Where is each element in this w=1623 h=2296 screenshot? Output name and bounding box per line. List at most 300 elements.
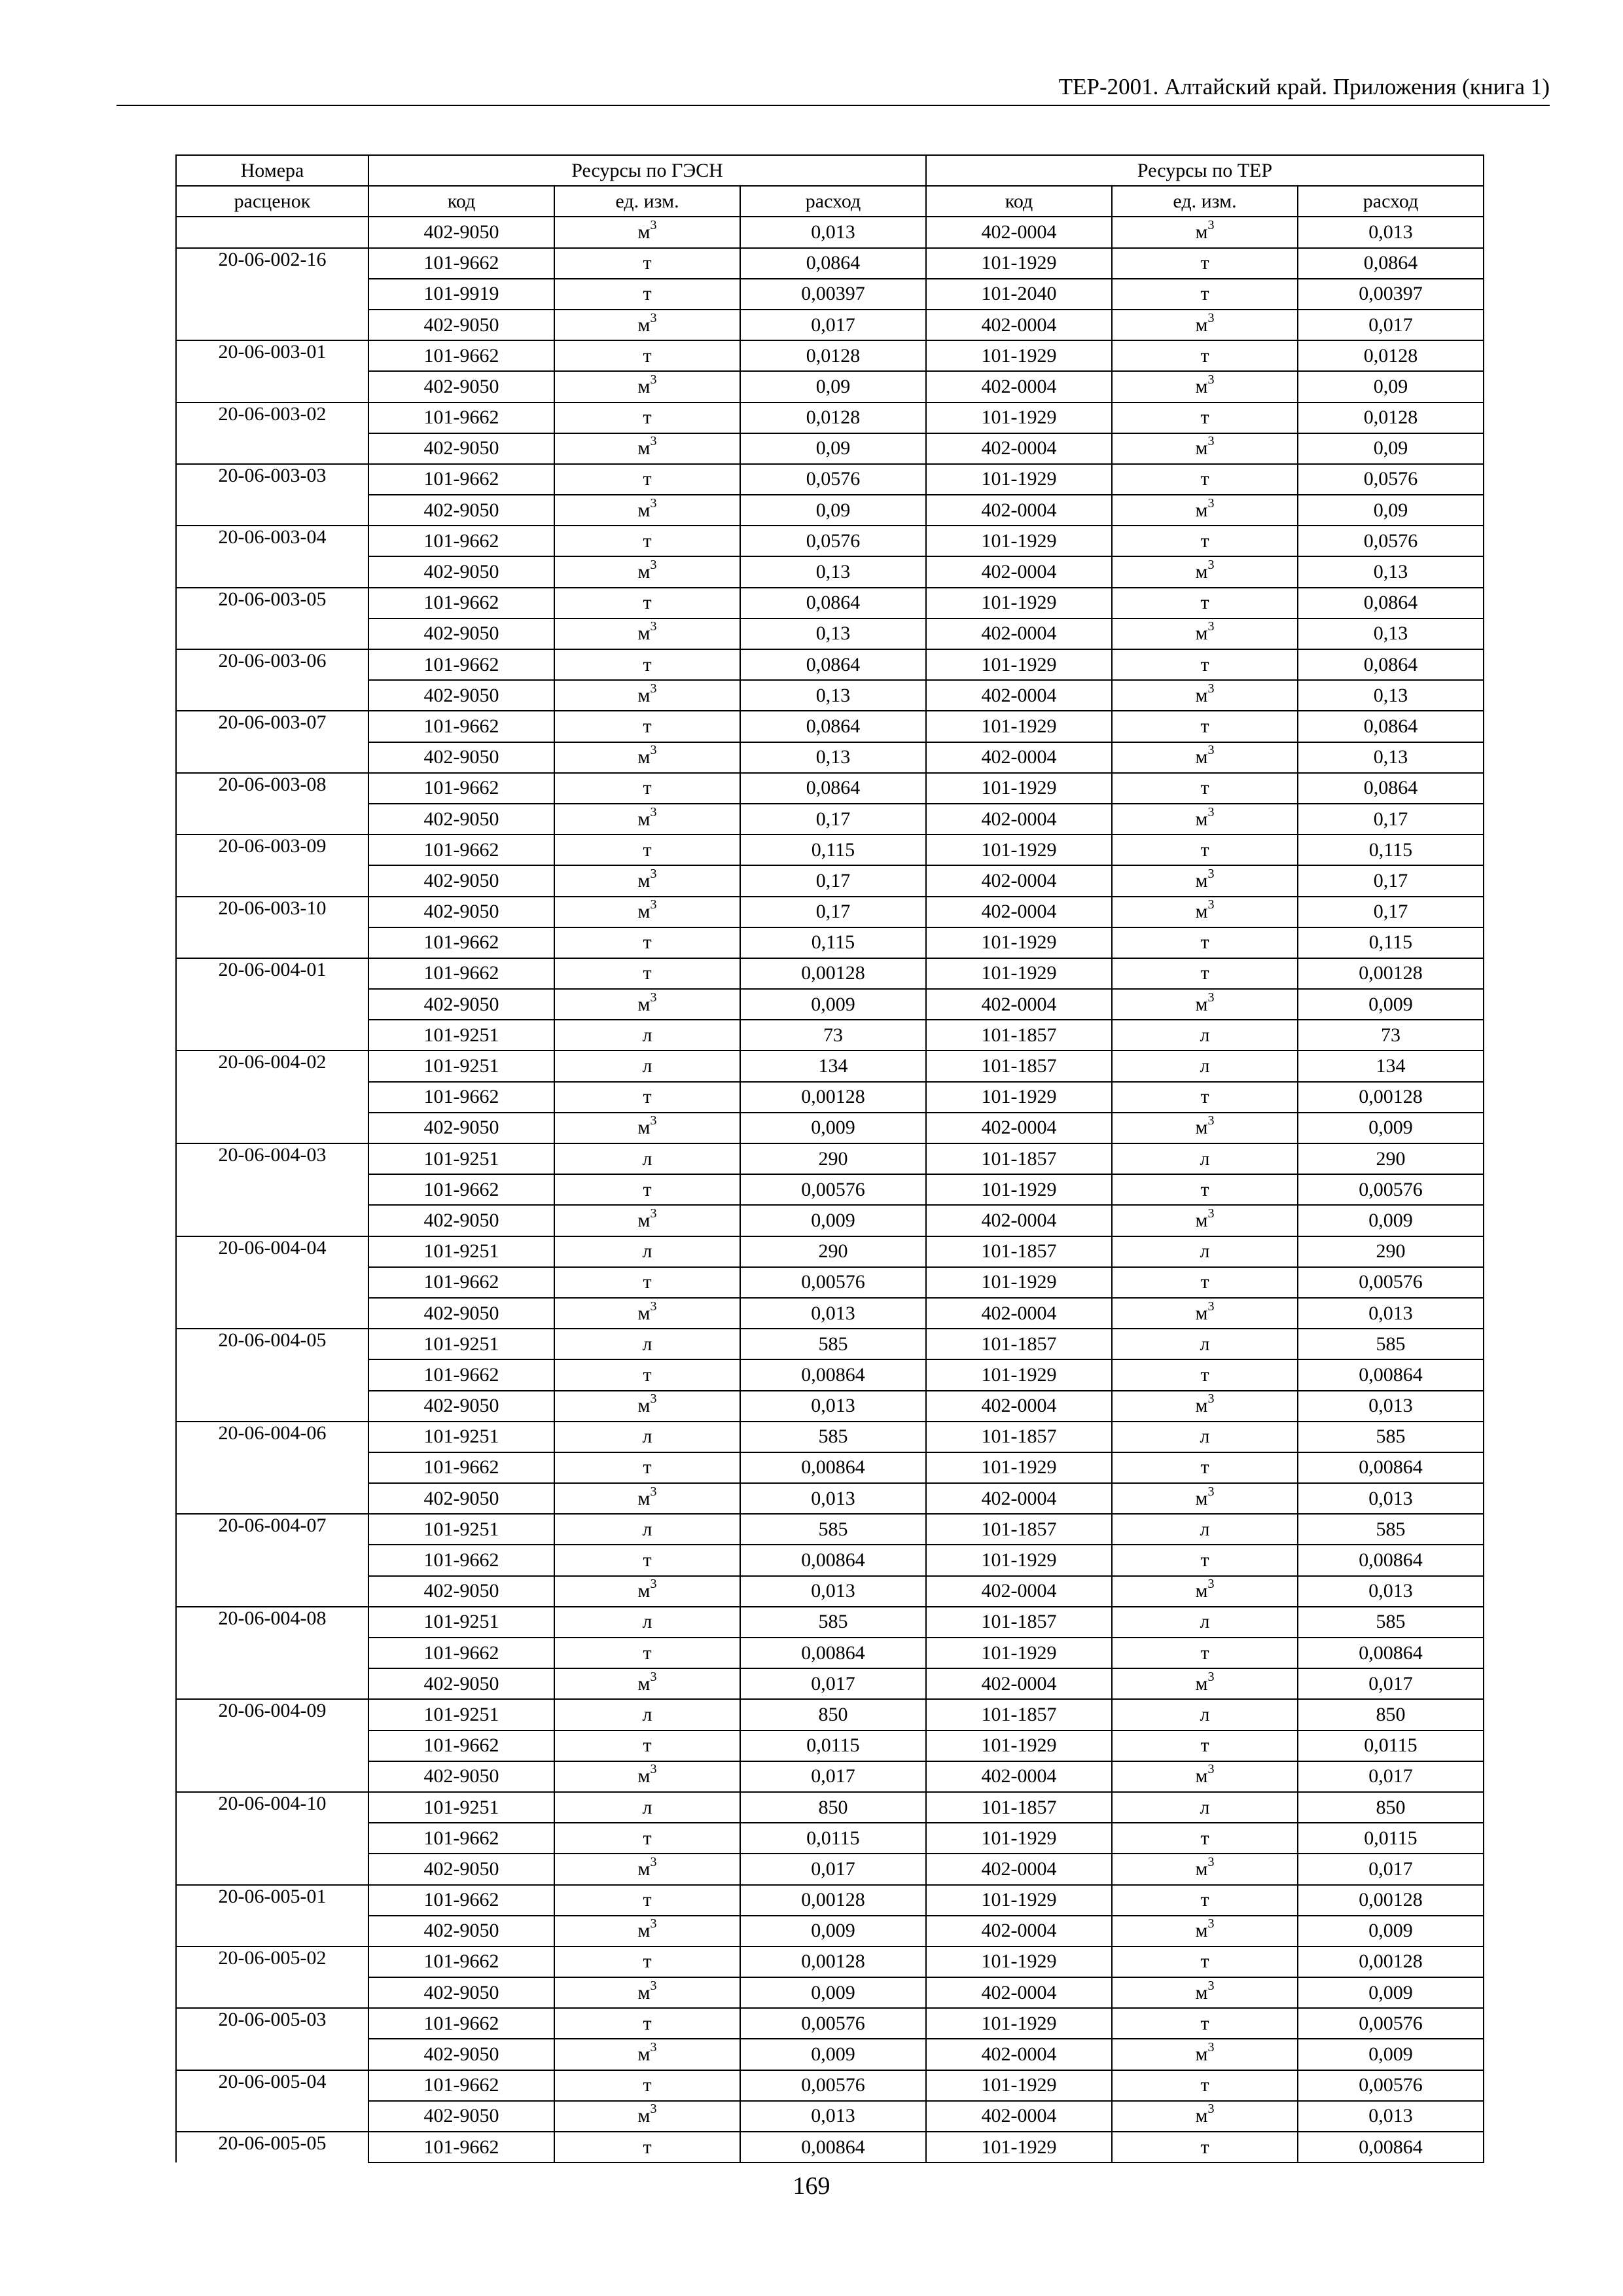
gesn-unit-cell: т	[554, 1267, 740, 1298]
gesn-code-cell: 101-9662	[368, 588, 554, 619]
table-row	[176, 1607, 1484, 1638]
table-row	[176, 1916, 1484, 1946]
table-row	[176, 1514, 1484, 1545]
gesn-unit-cell: $м^3$	[554, 1113, 740, 1143]
gesn-amount-cell: 585	[740, 1607, 926, 1638]
gesn-amount-cell: 0,115	[740, 927, 926, 958]
ter-code-cell: 101-1929	[926, 2008, 1112, 2039]
ter-code-cell: 402-0004	[926, 217, 1112, 247]
table-row	[176, 371, 1484, 402]
ter-unit-cell: т	[1112, 1545, 1298, 1575]
gesn-unit-cell: т	[554, 2070, 740, 2101]
table-row	[176, 1452, 1484, 1483]
gesn-code-cell: 101-9251	[368, 1020, 554, 1050]
rate-number-cell: 20-06-003-03	[176, 464, 368, 495]
gesn-amount-cell: 290	[740, 1143, 926, 1174]
table-row	[176, 1854, 1484, 1884]
rate-number-cell	[176, 680, 368, 711]
ter-unit-cell: $м^3$	[1112, 217, 1298, 247]
ter-amount-cell: 0,00128	[1298, 1082, 1484, 1113]
ter-amount-cell: 0,115	[1298, 927, 1484, 958]
ter-code-cell: 101-1857	[926, 1050, 1112, 1081]
ter-unit-cell: т	[1112, 2070, 1298, 2101]
rate-number-cell	[176, 1298, 368, 1329]
table-row	[176, 773, 1484, 804]
ter-amount-cell: 0,0576	[1298, 526, 1484, 556]
gesn-code-cell: 402-9050	[368, 2039, 554, 2070]
ter-code-cell: 101-1929	[926, 1267, 1112, 1298]
gesn-unit-cell: $м^3$	[554, 310, 740, 340]
table-row	[176, 1113, 1484, 1143]
ter-unit-cell: т	[1112, 340, 1298, 371]
gesn-unit-cell: л	[554, 1792, 740, 1823]
table-row	[176, 927, 1484, 958]
gesn-code-cell: 101-9662	[368, 1267, 554, 1298]
gesn-code-cell: 101-9662	[368, 834, 554, 865]
gesn-amount-cell: 0,00576	[740, 2008, 926, 2039]
page-number: 169	[793, 2172, 830, 2200]
gesn-code-cell: 101-9251	[368, 1699, 554, 1730]
gesn-unit-cell: $м^3$	[554, 433, 740, 464]
gesn-unit-cell: $м^3$	[554, 1483, 740, 1514]
ter-unit-cell: $м^3$	[1112, 804, 1298, 834]
gesn-amount-cell: 0,0864	[740, 248, 926, 279]
ter-unit-cell: т	[1112, 1731, 1298, 1761]
table-row	[176, 433, 1484, 464]
gesn-amount-cell: 0,013	[740, 1576, 926, 1607]
gesn-code-cell: 402-9050	[368, 2101, 554, 2132]
ter-code-cell: 402-0004	[926, 433, 1112, 464]
gesn-code-cell: 402-9050	[368, 742, 554, 773]
ter-amount-cell: 0,17	[1298, 804, 1484, 834]
rate-number-cell	[176, 989, 368, 1020]
ter-unit-cell: т	[1112, 649, 1298, 680]
gesn-code-cell: 402-9050	[368, 1668, 554, 1699]
ter-code-cell: 402-0004	[926, 371, 1112, 402]
ter-amount-cell: 0,009	[1298, 989, 1484, 1020]
ter-amount-cell: 0,017	[1298, 1668, 1484, 1699]
table-row	[176, 403, 1484, 433]
ter-amount-cell: 0,009	[1298, 1977, 1484, 2008]
ter-amount-cell: 0,0128	[1298, 403, 1484, 433]
ter-unit-cell: $м^3$	[1112, 310, 1298, 340]
ter-amount-cell: 0,00864	[1298, 1638, 1484, 1668]
gesn-code-cell: 402-9050	[368, 989, 554, 1020]
ter-code-cell: 101-1857	[926, 1514, 1112, 1545]
gesn-unit-cell: л	[554, 1050, 740, 1081]
gesn-code-cell: 402-9050	[368, 1576, 554, 1607]
ter-amount-cell: 0,017	[1298, 1854, 1484, 1884]
ter-unit-cell: л	[1112, 1607, 1298, 1638]
table-row	[176, 1731, 1484, 1761]
ter-amount-cell: 0,00864	[1298, 1452, 1484, 1483]
rate-number-cell: 20-06-005-03	[176, 2008, 368, 2039]
gesn-unit-cell: $м^3$	[554, 1977, 740, 2008]
ter-code-cell: 402-0004	[926, 556, 1112, 587]
ter-code-cell: 101-1929	[926, 1174, 1112, 1205]
gesn-unit-cell: т	[554, 1174, 740, 1205]
rate-number-cell: 20-06-003-05	[176, 588, 368, 619]
gesn-amount-cell: 0,17	[740, 865, 926, 896]
ter-unit-cell: л	[1112, 1050, 1298, 1081]
ter-amount-cell: 0,00397	[1298, 279, 1484, 310]
table-row	[176, 1298, 1484, 1329]
gesn-code-cell: 402-9050	[368, 1483, 554, 1514]
ter-amount-cell: 0,013	[1298, 1483, 1484, 1514]
rate-number-cell	[176, 1638, 368, 1668]
gesn-unit-cell: $м^3$	[554, 556, 740, 587]
rate-number-cell	[176, 2101, 368, 2132]
gesn-code-cell: 101-9662	[368, 958, 554, 989]
gesn-amount-cell: 134	[740, 1050, 926, 1081]
ter-unit-cell: т	[1112, 1823, 1298, 1854]
gesn-amount-cell: 0,013	[740, 1483, 926, 1514]
ter-amount-cell: 0,009	[1298, 2039, 1484, 2070]
ter-amount-cell: 0,09	[1298, 371, 1484, 402]
ter-amount-cell: 0,013	[1298, 2101, 1484, 2132]
rate-number-cell: 20-06-004-09	[176, 1699, 368, 1730]
gesn-unit-cell: т	[554, 1638, 740, 1668]
rate-number-cell	[176, 1916, 368, 1946]
gesn-amount-cell: 0,017	[740, 1854, 926, 1884]
gesn-unit-cell: $м^3$	[554, 619, 740, 649]
gesn-unit-cell: $м^3$	[554, 495, 740, 526]
ter-code-header: код	[926, 186, 1112, 217]
table-row	[176, 1236, 1484, 1267]
ter-code-cell: 101-1857	[926, 1329, 1112, 1359]
gesn-unit-cell: л	[554, 1514, 740, 1545]
ter-amount-cell: 290	[1298, 1236, 1484, 1267]
ter-code-cell: 402-0004	[926, 495, 1112, 526]
table-row	[176, 340, 1484, 371]
ter-code-cell: 101-1929	[926, 464, 1112, 495]
ter-unit-cell: т	[1112, 1267, 1298, 1298]
gesn-unit-cell: т	[554, 773, 740, 804]
gesn-unit-cell: $м^3$	[554, 897, 740, 927]
gesn-code-cell: 402-9050	[368, 680, 554, 711]
ter-amount-cell: 0,013	[1298, 1298, 1484, 1329]
gesn-amount-cell: 0,17	[740, 897, 926, 927]
ter-unit-cell: $м^3$	[1112, 1916, 1298, 1946]
gesn-code-header: код	[368, 186, 554, 217]
rate-number-cell: 20-06-004-07	[176, 1514, 368, 1545]
gesn-amount-cell: 0,09	[740, 495, 926, 526]
gesn-unit-cell: т	[554, 958, 740, 989]
ter-unit-cell: т	[1112, 248, 1298, 279]
gesn-amount-cell: 0,115	[740, 834, 926, 865]
gesn-unit-cell: т	[554, 248, 740, 279]
ter-unit-cell: т	[1112, 588, 1298, 619]
rate-number-cell	[176, 927, 368, 958]
gesn-unit-cell: $м^3$	[554, 1668, 740, 1699]
ter-amount-cell: 585	[1298, 1329, 1484, 1359]
ter-amount-cell: 0,00864	[1298, 2132, 1484, 2162]
rate-number-cell	[176, 371, 368, 402]
ter-code-cell: 101-1857	[926, 1699, 1112, 1730]
ter-unit-cell: т	[1112, 711, 1298, 742]
table-row	[176, 1359, 1484, 1390]
table-row	[176, 804, 1484, 834]
gesn-code-cell: 101-9662	[368, 1823, 554, 1854]
table-row	[176, 495, 1484, 526]
ter-unit-cell: т	[1112, 464, 1298, 495]
ter-amount-cell: 0,00864	[1298, 1359, 1484, 1390]
ter-amount-cell: 0,009	[1298, 1205, 1484, 1236]
rate-number-cell	[176, 495, 368, 526]
ter-unit-cell: т	[1112, 403, 1298, 433]
gesn-resources-header: Ресурсы по ГЭСН	[368, 155, 926, 186]
ter-code-cell: 101-1857	[926, 1422, 1112, 1452]
rate-number-cell	[176, 1977, 368, 2008]
rate-number-cell: 20-06-004-06	[176, 1422, 368, 1452]
rate-number-cell	[176, 1359, 368, 1390]
ter-code-cell: 101-1929	[926, 1946, 1112, 1977]
table-row	[176, 1422, 1484, 1452]
table-row	[176, 619, 1484, 649]
gesn-amount-cell: 0,017	[740, 1668, 926, 1699]
gesn-unit-cell: т	[554, 649, 740, 680]
gesn-unit-cell: $м^3$	[554, 804, 740, 834]
gesn-code-cell: 101-9251	[368, 1143, 554, 1174]
rate-number-cell	[176, 1082, 368, 1113]
ter-amount-cell: 585	[1298, 1514, 1484, 1545]
rate-number-cell: 20-06-003-01	[176, 340, 368, 371]
ter-unit-header: ед. изм.	[1112, 186, 1298, 217]
ter-amount-cell: 0,0864	[1298, 649, 1484, 680]
ter-amount-cell: 0,00576	[1298, 1267, 1484, 1298]
rate-number-cell	[176, 1452, 368, 1483]
gesn-code-cell: 101-9251	[368, 1792, 554, 1823]
ter-code-cell: 101-1929	[926, 526, 1112, 556]
rate-number-cell	[176, 217, 368, 247]
table-row	[176, 588, 1484, 619]
gesn-unit-cell: т	[554, 1885, 740, 1916]
gesn-amount-cell: 0,013	[740, 1391, 926, 1422]
table-row	[176, 1638, 1484, 1668]
gesn-amount-cell: 0,00128	[740, 958, 926, 989]
gesn-code-cell: 101-9662	[368, 403, 554, 433]
gesn-unit-cell: т	[554, 1452, 740, 1483]
gesn-unit-cell: $м^3$	[554, 1854, 740, 1884]
gesn-code-cell: 402-9050	[368, 433, 554, 464]
ter-code-cell: 101-1929	[926, 403, 1112, 433]
gesn-amount-cell: 0,00864	[740, 1359, 926, 1390]
ter-code-cell: 402-0004	[926, 865, 1112, 896]
ter-code-cell: 101-1929	[926, 1638, 1112, 1668]
table-row	[176, 2132, 1484, 2162]
rate-number-cell	[176, 1205, 368, 1236]
table-row	[176, 897, 1484, 927]
table-row	[176, 1699, 1484, 1730]
table-row	[176, 1977, 1484, 2008]
rate-number-cell	[176, 1267, 368, 1298]
gesn-amount-cell: 0,09	[740, 433, 926, 464]
gesn-code-cell: 101-9662	[368, 340, 554, 371]
gesn-amount-cell: 0,00864	[740, 1638, 926, 1668]
ter-code-cell: 402-0004	[926, 619, 1112, 649]
ter-unit-cell: л	[1112, 1514, 1298, 1545]
gesn-code-cell: 101-9662	[368, 649, 554, 680]
ter-amount-cell: 0,013	[1298, 1391, 1484, 1422]
gesn-amount-cell: 0,09	[740, 371, 926, 402]
rate-number-cell: 20-06-004-05	[176, 1329, 368, 1359]
ter-code-cell: 402-0004	[926, 310, 1112, 340]
ter-code-cell: 402-0004	[926, 1761, 1112, 1792]
gesn-amount-cell: 0,00397	[740, 279, 926, 310]
rate-number-cell: 20-06-005-02	[176, 1946, 368, 1977]
gesn-code-cell: 101-9251	[368, 1422, 554, 1452]
ter-code-cell: 101-1857	[926, 1020, 1112, 1050]
ter-unit-cell: т	[1112, 1885, 1298, 1916]
table-row	[176, 310, 1484, 340]
rate-number-cell: 20-06-004-01	[176, 958, 368, 989]
gesn-code-cell: 101-9662	[368, 1174, 554, 1205]
table-row	[176, 1205, 1484, 1236]
gesn-unit-cell: т	[554, 279, 740, 310]
ter-unit-cell: $м^3$	[1112, 1391, 1298, 1422]
ter-code-cell: 402-0004	[926, 680, 1112, 711]
table-row	[176, 865, 1484, 896]
table-row	[176, 958, 1484, 989]
gesn-code-cell: 101-9662	[368, 1452, 554, 1483]
gesn-unit-cell: т	[554, 588, 740, 619]
ter-code-cell: 101-1857	[926, 1143, 1112, 1174]
ter-unit-cell: т	[1112, 1946, 1298, 1977]
ter-code-cell: 101-1929	[926, 588, 1112, 619]
rate-number-cell: 20-06-005-05	[176, 2132, 368, 2162]
gesn-unit-cell: т	[554, 403, 740, 433]
ter-code-cell: 101-1929	[926, 1359, 1112, 1390]
gesn-unit-cell: т	[554, 711, 740, 742]
ter-code-cell: 101-1929	[926, 1885, 1112, 1916]
table-row	[176, 2039, 1484, 2070]
ter-unit-cell: $м^3$	[1112, 1113, 1298, 1143]
table-row	[176, 989, 1484, 1020]
rates-header-line1: Номера	[176, 155, 368, 186]
gesn-code-cell: 101-9662	[368, 2070, 554, 2101]
gesn-amount-cell: 850	[740, 1792, 926, 1823]
gesn-amount-cell: 0,00576	[740, 2070, 926, 2101]
rate-number-cell	[176, 1020, 368, 1050]
rate-number-cell: 20-06-003-10	[176, 897, 368, 927]
ter-unit-cell: $м^3$	[1112, 1576, 1298, 1607]
table-body	[176, 217, 1484, 2162]
gesn-code-cell: 402-9050	[368, 619, 554, 649]
header-rule	[116, 105, 1550, 106]
ter-amount-cell: 0,009	[1298, 1113, 1484, 1143]
ter-code-cell: 101-1929	[926, 1545, 1112, 1575]
gesn-code-cell: 402-9050	[368, 217, 554, 247]
rate-number-cell: 20-06-004-08	[176, 1607, 368, 1638]
gesn-unit-cell: л	[554, 1699, 740, 1730]
table-row	[176, 1792, 1484, 1823]
rate-number-cell	[176, 310, 368, 340]
table-row	[176, 464, 1484, 495]
table-row	[176, 1823, 1484, 1854]
gesn-code-cell: 101-9251	[368, 1329, 554, 1359]
table-row	[176, 1576, 1484, 1607]
ter-amount-cell: 0,017	[1298, 310, 1484, 340]
table-row	[176, 711, 1484, 742]
gesn-code-cell: 101-9662	[368, 1946, 554, 1977]
ter-code-cell: 402-0004	[926, 989, 1112, 1020]
ter-unit-cell: т	[1112, 1082, 1298, 1113]
gesn-unit-cell: т	[554, 927, 740, 958]
ter-unit-cell: л	[1112, 1143, 1298, 1174]
gesn-unit-header: ед. изм.	[554, 186, 740, 217]
gesn-amount-cell: 585	[740, 1329, 926, 1359]
gesn-code-cell: 101-9251	[368, 1607, 554, 1638]
rate-number-cell: 20-06-005-01	[176, 1885, 368, 1916]
gesn-code-cell: 402-9050	[368, 865, 554, 896]
gesn-unit-cell: л	[554, 1020, 740, 1050]
ter-unit-cell: $м^3$	[1112, 619, 1298, 649]
ter-amount-cell: 850	[1298, 1699, 1484, 1730]
ter-unit-cell: т	[1112, 279, 1298, 310]
ter-code-cell: 402-0004	[926, 1576, 1112, 1607]
ter-unit-cell: т	[1112, 1452, 1298, 1483]
rate-number-cell: 20-06-003-04	[176, 526, 368, 556]
gesn-unit-cell: т	[554, 1823, 740, 1854]
gesn-unit-cell: т	[554, 834, 740, 865]
gesn-amount-cell: 585	[740, 1422, 926, 1452]
gesn-code-cell: 101-9662	[368, 711, 554, 742]
gesn-amount-cell: 0,009	[740, 1113, 926, 1143]
ter-amount-cell: 0,09	[1298, 433, 1484, 464]
gesn-amount-cell: 0,0115	[740, 1823, 926, 1854]
ter-code-cell: 402-0004	[926, 1483, 1112, 1514]
ter-unit-cell: $м^3$	[1112, 2039, 1298, 2070]
ter-code-cell: 101-1929	[926, 1731, 1112, 1761]
gesn-amount-cell: 0,013	[740, 217, 926, 247]
rate-number-cell: 20-06-003-02	[176, 403, 368, 433]
ter-unit-cell: $м^3$	[1112, 1854, 1298, 1884]
rate-number-cell: 20-06-003-07	[176, 711, 368, 742]
ter-code-cell: 402-0004	[926, 1854, 1112, 1884]
ter-code-cell: 402-0004	[926, 1916, 1112, 1946]
gesn-amount-cell: 0,013	[740, 2101, 926, 2132]
ter-code-cell: 402-0004	[926, 1391, 1112, 1422]
gesn-amount-cell: 0,00128	[740, 1885, 926, 1916]
table-row	[176, 1020, 1484, 1050]
ter-code-cell: 101-1929	[926, 2070, 1112, 2101]
ter-unit-cell: л	[1112, 1236, 1298, 1267]
table-row	[176, 1391, 1484, 1422]
ter-code-cell: 101-1929	[926, 1452, 1112, 1483]
rate-number-cell: 20-06-003-08	[176, 773, 368, 804]
ter-amount-cell: 0,009	[1298, 1916, 1484, 1946]
table-row	[176, 2101, 1484, 2132]
rate-number-cell: 20-06-003-06	[176, 649, 368, 680]
gesn-code-cell: 402-9050	[368, 495, 554, 526]
table-row	[176, 1143, 1484, 1174]
ter-code-cell: 402-0004	[926, 1977, 1112, 2008]
ter-unit-cell: $м^3$	[1112, 1668, 1298, 1699]
gesn-amount-cell: 0,00128	[740, 1082, 926, 1113]
ter-code-cell: 101-2040	[926, 279, 1112, 310]
gesn-unit-cell: т	[554, 1359, 740, 1390]
ter-amount-cell: 0,00128	[1298, 1946, 1484, 1977]
rate-number-cell: 20-06-004-03	[176, 1143, 368, 1174]
ter-amount-cell: 0,17	[1298, 865, 1484, 896]
ter-code-cell: 101-1929	[926, 2132, 1112, 2162]
ter-code-cell: 402-0004	[926, 742, 1112, 773]
gesn-code-cell: 402-9050	[368, 1205, 554, 1236]
rates-header-line2: расценок	[176, 186, 368, 217]
gesn-unit-cell: $м^3$	[554, 1298, 740, 1329]
gesn-code-cell: 101-9662	[368, 1359, 554, 1390]
ter-unit-cell: т	[1112, 1174, 1298, 1205]
